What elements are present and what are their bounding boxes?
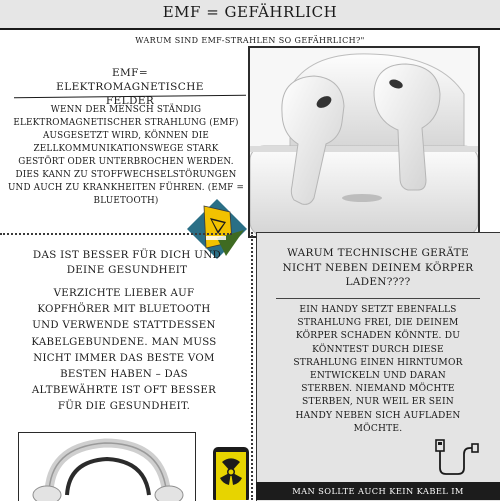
left-section-heading xyxy=(22,248,232,277)
right-heading-rule xyxy=(276,298,480,299)
page-title: EMF = GEFÄHRLICH xyxy=(162,3,338,21)
right-body-line: STRAHLUNG FREI, DIE DEINEM xyxy=(297,318,459,329)
usb-cable-icon xyxy=(432,438,480,478)
right-section-body xyxy=(262,304,494,436)
left-body-line: FÜR DIE GESUNDHEIT. xyxy=(57,401,191,413)
definition-text-line: AUSGESETZT WIRD, KÖNNEN DIE xyxy=(42,131,209,141)
right-body-line: KÖNNTEST DURCH DIESE xyxy=(312,344,444,355)
left-body-line: UND VERWENDE STATTDESSEN xyxy=(32,320,216,332)
left-body-line: NICHT IMMER DAS BESTE VOM xyxy=(33,352,215,364)
earbuds-image xyxy=(248,46,480,238)
right-heading-line-2: NICHT NEBEN DEINEM KÖRPER xyxy=(282,261,474,274)
definition-text-line: DIES KANN ZU STOFFWECHSELSTÖRUNGEN xyxy=(15,170,237,180)
headphones-drawing xyxy=(19,433,195,501)
radiation-phone-icon xyxy=(212,446,250,500)
wired-headphones-image xyxy=(18,432,196,501)
left-section-body xyxy=(0,286,248,416)
section-divider-horizontal xyxy=(0,233,232,235)
question-line: WARUM SIND EMF-STRAHLEN SO GEFÄHRLICH?" xyxy=(135,36,365,45)
left-body-line: VERZICHTE LIEBER AUF xyxy=(53,288,195,299)
right-heading-line-1: WARUM TECHNISCHE GERÄTE xyxy=(287,247,469,259)
right-body-line: ENTWICKELN UND DARAN xyxy=(310,371,446,382)
definition-text-line: UND AUCH ZU KRANKHEITEN FÜHREN. (EMF = xyxy=(7,183,245,193)
right-body-line: MÖCHTE. xyxy=(353,423,403,434)
definition-text-line: BLUETOOTH) xyxy=(93,196,159,206)
definition-text-line: ZELLKOMMUNIKATIONSWEGE STARK xyxy=(33,144,219,154)
left-body-line: ALTBEWÄHRTE IST OFT BESSER xyxy=(31,385,217,397)
right-body-line: HANDY NEBEN SICH AUFLADEN xyxy=(295,410,461,421)
definition-text-line: ELEKTROMAGNETISCHER STRAHLUNG (EMF) xyxy=(13,118,239,128)
left-body-line: BESTEN HABEN – DAS xyxy=(60,369,188,381)
earbuds-drawing xyxy=(250,48,478,236)
section-divider-vertical xyxy=(251,232,253,500)
left-heading-line-2: DEINE GESUNDHEIT xyxy=(66,263,188,276)
definition-label-line-1: EMF= xyxy=(111,67,149,79)
right-body-line: STERBEN, NUR WEIL ER SEIN xyxy=(302,397,454,408)
right-section-heading xyxy=(262,246,494,290)
right-heading-line-3: LADEN???? xyxy=(345,276,411,288)
definition-text-line: GESTÖRT ODER UNTERBROCHEN WERDEN. xyxy=(18,157,234,167)
definition-label xyxy=(40,66,220,108)
left-body-line: KOPFHÖRER MIT BLUETOOTH xyxy=(37,304,211,316)
right-body-line: KÖRPER SCHADEN KÖNNTE. DU xyxy=(295,331,461,342)
definition-label-line-2: ELEKTROMAGNETISCHE FELDER xyxy=(56,81,204,107)
right-body-line: EIN HANDY SETZT EBENFALLS xyxy=(299,305,457,315)
left-body-line: KABELGEBUNDENE. MAN MUSS xyxy=(31,336,217,348)
left-heading-line-1: DAS IST BESSER FÜR DICH UND xyxy=(32,249,222,261)
right-body-line: STERBEN. NIEMAND MÖCHTE xyxy=(301,384,455,395)
definition-text-line: WENN DER MENSCH STÄNDIG xyxy=(50,105,202,115)
definition-text xyxy=(0,104,252,208)
right-body-line: STRAHLUNG EINEN HIRNTUMOR xyxy=(293,357,463,368)
bottom-text: MAN SOLLTE AUCH KEIN KABEL IM xyxy=(292,486,464,496)
